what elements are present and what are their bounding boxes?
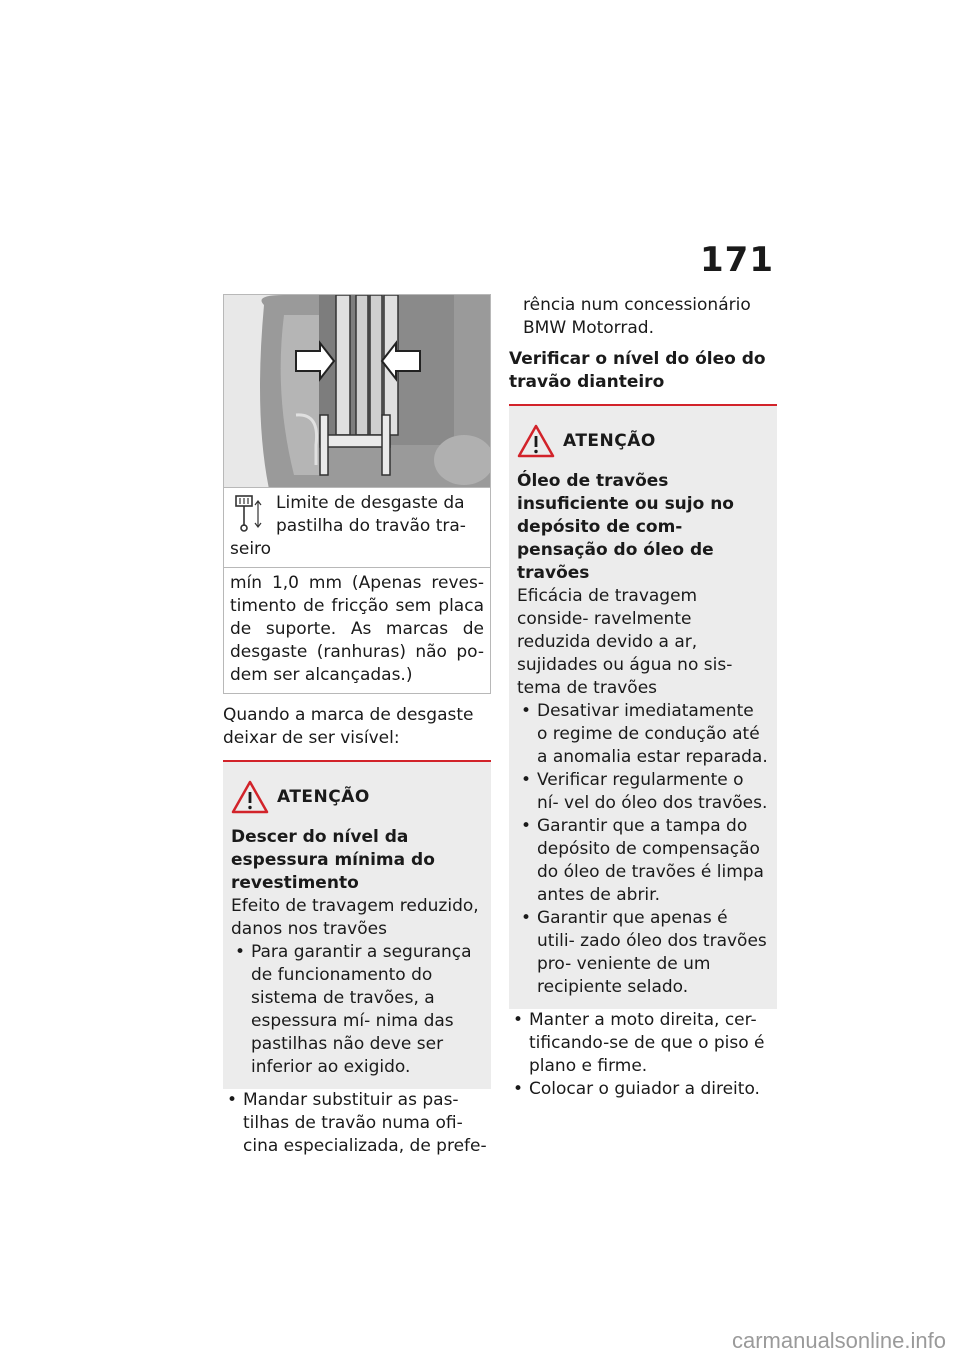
brake-caliper-illustration bbox=[224, 295, 491, 488]
left-column bbox=[223, 294, 491, 1158]
list-item: • Colocar o guiador a direito. bbox=[509, 1078, 777, 1101]
warning-triangle-icon bbox=[231, 780, 269, 814]
list-item: • Para garantir a segurança de funcionamento do sistema de travões, a espessura mí- nima das pastilhas não deve ser inferior ao exigido. bbox=[231, 941, 483, 1079]
warning-box-pad bbox=[223, 760, 491, 1089]
warning-label: ATENÇÃO bbox=[563, 431, 656, 451]
action-list bbox=[223, 1089, 491, 1158]
wear-limit-value: mín 1,0 mm (Apenas reves- timento de fricção sem placa de suporte. As marcas de desgaste (ranhuras) não po- dem ser alcançadas.) bbox=[224, 567, 490, 693]
right-column bbox=[509, 294, 777, 1101]
warning-heading: Óleo de travões insuficiente ou sujo no depósito de com- pensação do óleo de travões bbox=[517, 471, 734, 583]
list-item: • Desativar imediatamente o regime de condução até a anomalia estar reparada. bbox=[517, 700, 769, 769]
watermark: carmanualsonline.info bbox=[731, 1328, 946, 1353]
list-item: • Garantir que a tampa do depósito de compensação do óleo de travões é limpa antes de abrir. bbox=[517, 815, 769, 907]
wear-limit-label: Limite de desgaste da pastilha do travão tra- seiro bbox=[230, 493, 466, 559]
warning-label: ATENÇÃO bbox=[277, 787, 370, 807]
warning-body: Eficácia de travagem conside- ravelmente reduzida devido a ar, sujidades ou água no sis- tema de travões bbox=[517, 586, 733, 698]
wear-limit-table bbox=[223, 488, 491, 694]
page-number: 171 bbox=[700, 240, 774, 280]
list-item: • Verificar regularmente o ní- vel do óleo dos travões. bbox=[517, 769, 769, 815]
list-item: • Garantir que apenas é utili- zado óleo dos travões pro- veniente de um recipiente selado. bbox=[517, 907, 769, 999]
list-item: • Manter a moto direita, cer- tificando-se de que o piso é plano e firme. bbox=[509, 1009, 777, 1078]
intro-text: Quando a marca de desgaste deixar de ser visível: bbox=[223, 705, 474, 748]
warning-triangle-icon bbox=[517, 424, 555, 458]
action-list bbox=[509, 1009, 777, 1101]
warning-body: Efeito de travagem reduzido, danos nos travões bbox=[231, 896, 479, 939]
list-item: • Mandar substituir as pas- tilhas de travão numa ofi- cina especializada, de prefe- bbox=[223, 1089, 491, 1158]
brake-pad-gauge-icon bbox=[230, 492, 270, 534]
warning-bullets bbox=[517, 700, 769, 999]
warning-box-oil bbox=[509, 404, 777, 1009]
warning-bullets bbox=[231, 941, 483, 1079]
brake-caliper-figure bbox=[223, 294, 491, 488]
warning-heading: Descer do nível da espessura mínima do revestimento bbox=[231, 827, 435, 893]
wear-limit-label-row bbox=[224, 488, 490, 567]
section-heading: Verificar o nível do óleo do travão dianteiro bbox=[509, 349, 766, 392]
continuation-text: rência num concessionário BMW Motorrad. bbox=[523, 295, 751, 338]
